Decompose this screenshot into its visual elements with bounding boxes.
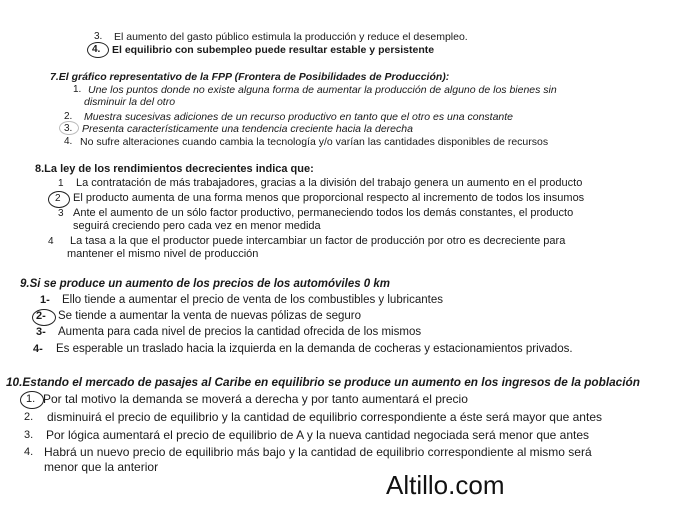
q8-item-1-number: 1: [58, 178, 64, 189]
q10-item-4-cont: menor que la anterior: [44, 460, 159, 474]
q6-item-4-text: El equilibrio con subempleo puede resultar estable y persistente: [112, 44, 435, 56]
site-watermark: Altillo.com: [386, 470, 505, 500]
q9-item-4-text: Es esperable un traslado hacia la izquierda en la demanda de cocheras y estacionamientos privados.: [56, 343, 573, 355]
q7-item-4-number: 4.: [64, 136, 73, 147]
q10-item-2-number: 2.: [24, 411, 34, 423]
q10-title: 10.Estando el mercado de pasajes al Caribe en equilibrio se produce un aumento en los ingresos de la población: [6, 375, 640, 389]
q7-item-3-number: 3.: [64, 123, 73, 134]
q8-item-2-number: 2: [55, 193, 61, 204]
q7-item-4-text: No sufre alteraciones cuando cambia la tecnología y/o varían las cantidades disponibles de recursos: [80, 136, 549, 148]
q8-title: 8.La ley de los rendimientos decrecientes indica que:: [35, 163, 314, 175]
q8-item-4-number: 4: [48, 236, 54, 247]
q9-item-3-number: 3-: [36, 326, 46, 338]
q9-item-3-text: Aumenta para cada nivel de precios la cantidad ofrecida de los mismos: [58, 326, 422, 338]
q10-item-1-number: 1.: [26, 393, 36, 405]
q10-item-4-number: 4.: [24, 446, 34, 458]
q10-item-3-number: 3.: [24, 429, 34, 441]
q8-item-4-text: La tasa a la que el productor puede intercambiar un factor de producción por otro es decreciente para: [70, 235, 566, 247]
q8-item-1-text: La contratación de más trabajadores, gracias a la división del trabajo genera un aumento en el producto: [76, 177, 583, 189]
q8-item-3-cont: seguirá creciendo pero cada vez en menor medida: [73, 220, 321, 232]
q8-item-3-number: 3: [58, 208, 64, 219]
q10-item-2-text: disminuirá el precio de equilibrio y la cantidad de equilibrio correspondiente a éste será mayor que antes: [47, 410, 602, 424]
q8-item-4-cont: mantener el mismo nivel de producción: [67, 248, 259, 260]
q6-item-3-number: 3.: [94, 31, 103, 42]
q9-item-2-text: Se tiende a aumentar la venta de nuevas pólizas de seguro: [58, 310, 362, 322]
q6-item-4-number: 4.: [92, 44, 101, 55]
q8-item-3-text: Ante el aumento de un sólo factor productivo, permaneciendo todos los demás constantes, el producto: [73, 207, 574, 219]
q9-item-1-number: 1-: [40, 294, 50, 306]
q6-item-3-text: El aumento del gasto público estimula la producción y reduce el desempleo.: [114, 31, 468, 43]
q7-title: 7.El gráfico representativo de la FPP (Frontera de Posibilidades de Producción):: [50, 71, 450, 83]
q7-item-1-number: 1.: [73, 84, 82, 95]
q9-item-1-text: Ello tiende a aumentar el precio de venta de los combustibles y lubricantes: [62, 294, 443, 306]
q10-item-3-text: Por lógica aumentará el precio de equilibrio de A y la nueva cantidad negociada será menor que antes: [46, 428, 590, 442]
q9-item-2-number: 2-: [36, 310, 46, 322]
q7-item-3-text: Presenta característicamente una tendencia creciente hacia la derecha: [82, 123, 413, 135]
q10-item-4-text: Habrá un nuevo precio de equilibrio más bajo y la cantidad de equilibrio correspondiente al mismo será: [44, 445, 592, 459]
q8-item-2-text: El producto aumenta de una forma menos que proporcional respecto al incremento de todos los insumos: [73, 192, 585, 204]
q7-item-1-text: Une los puntos donde no existe alguna forma de aumentar la producción de alguno de los bienes sin: [88, 84, 557, 96]
q7-item-2-number: 2.: [64, 111, 73, 122]
q9-item-4-number: 4-: [33, 343, 43, 355]
q7-item-1-cont: disminuir la del otro: [84, 96, 176, 108]
q9-title: 9.Si se produce un aumento de los precios de los automóviles 0 km: [20, 278, 391, 290]
q10-item-1-text: Por tal motivo la demanda se moverá a derecha y por tanto aumentará el precio: [43, 392, 468, 406]
q7-item-2-text: Muestra sucesivas adiciones de un recurso productivo en tanto que el otro es una constante: [84, 111, 514, 123]
